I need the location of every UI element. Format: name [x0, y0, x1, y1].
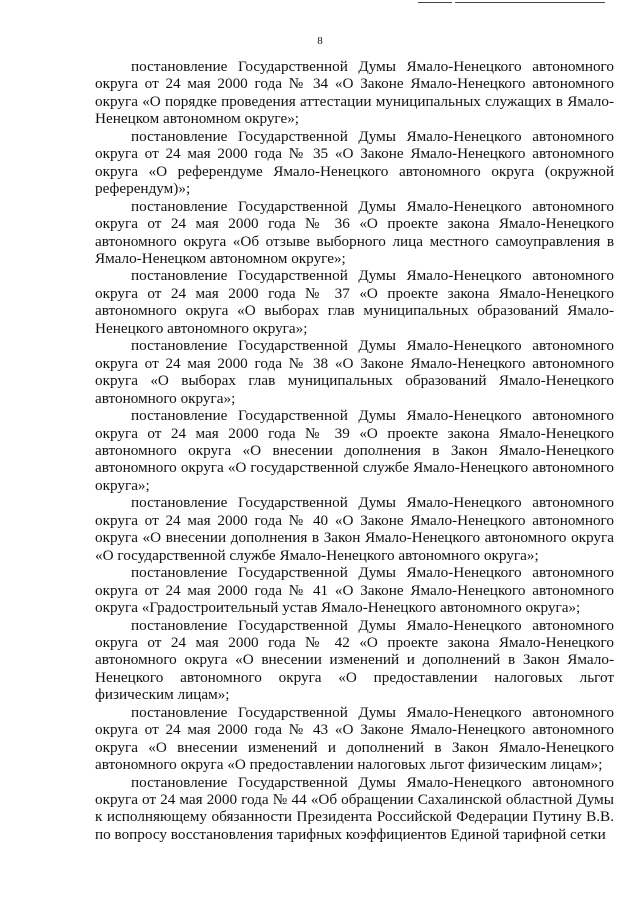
paragraph-resolution-35: постановление Государственной Думы Ямало-Ненецкого автономного округа от 24 мая 2000 года № 35 «О Законе Ямало-Ненецкого автономного округа «О референдуме Ямало-Ненецкого автономного округа (окружной референдум)»; — [95, 127, 614, 198]
scan-artifact-line — [455, 2, 605, 3]
document-body — [95, 58, 614, 843]
paragraph-resolution-37: постановление Государственной Думы Ямало-Ненецкого автономного округа от 24 мая 2000 года № 37 «О проекте закона Ямало-Ненецкого автономного округа «О выборах глав муниципальных образований Ямало-Ненецкого автономного округа»; — [95, 267, 614, 337]
paragraph-resolution-36: постановление Государственной Думы Ямало-Ненецкого автономного округа от 24 мая 2000 года № 36 «О проекте закона Ямало-Ненецкого автономного округа «Об отзыве выборного лица местного самоуправления в Ямало-Ненецком автономном округе»; — [95, 197, 614, 267]
paragraph-resolution-41: постановление Государственной Думы Ямало-Ненецкого автономного округа от 24 мая 2000 года № 41 «О Законе Ямало-Ненецкого автономного округа «Градостроительный устав Ямало-Ненецкого автономного округа»; — [95, 564, 614, 617]
page-number: 8 — [317, 35, 323, 47]
scan-artifact-line — [418, 2, 452, 3]
paragraph-resolution-34: постановление Государственной Думы Ямало-Ненецкого автономного округа от 24 мая 2000 года № 34 «О Законе Ямало-Ненецкого автономного округа «О порядке проведения аттестации муниципальных служащих в Ямало-Ненецком автономном округе»; — [95, 58, 614, 128]
paragraph-resolution-40: постановление Государственной Думы Ямало-Ненецкого автономного округа от 24 мая 2000 года № 40 «О Законе Ямало-Ненецкого автономного округа «О внесении дополнения в Закон Ямало-Ненецкого автономного округа «О государственной службе Ямало-Ненецкого автономного округа»; — [95, 494, 614, 564]
paragraph-resolution-38: постановление Государственной Думы Ямало-Ненецкого автономного округа от 24 мая 2000 года № 38 «О Законе Ямало-Ненецкого автономного округа «О выборах глав муниципальных образований Ямало-Ненецкого автономного округа»; — [95, 337, 614, 407]
paragraph-resolution-44: постановление Государственной Думы Ямало-Ненецкого автономного округа от 24 мая 2000 года № 44 «Об обращении Сахалинской областной Думы к исполняющему обязанности Президента Российской Федерации Путину В.В. по вопросу восстановления тарифных коэффициентов Единой тарифной сетки — [95, 773, 614, 843]
paragraph-resolution-42: постановление Государственной Думы Ямало-Ненецкого автономного округа от 24 мая 2000 года № 42 «О проекте закона Ямало-Ненецкого автономного округа «О внесении изменений и дополнений в Закон Ямало-Ненецкого автономного округа «О предоставлении налоговых льгот физическим лицам»; — [95, 616, 614, 704]
paragraph-resolution-43: постановление Государственной Думы Ямало-Ненецкого автономного округа от 24 мая 2000 года № 43 «О Законе Ямало-Ненецкого автономного округа «О внесении изменений и дополнений в Закон Ямало-Ненецкого автономного округа «О предоставлении налоговых льгот физическим лицам»; — [95, 703, 614, 774]
paragraph-resolution-39: постановление Государственной Думы Ямало-Ненецкого автономного округа от 24 мая 2000 года № 39 «О проекте закона Ямало-Ненецкого автономного округа «О внесении дополнения в Закон Ямало-Ненецкого автономного округа «О государственной службе Ямало-Ненецкого автономного округа»; — [95, 407, 614, 494]
